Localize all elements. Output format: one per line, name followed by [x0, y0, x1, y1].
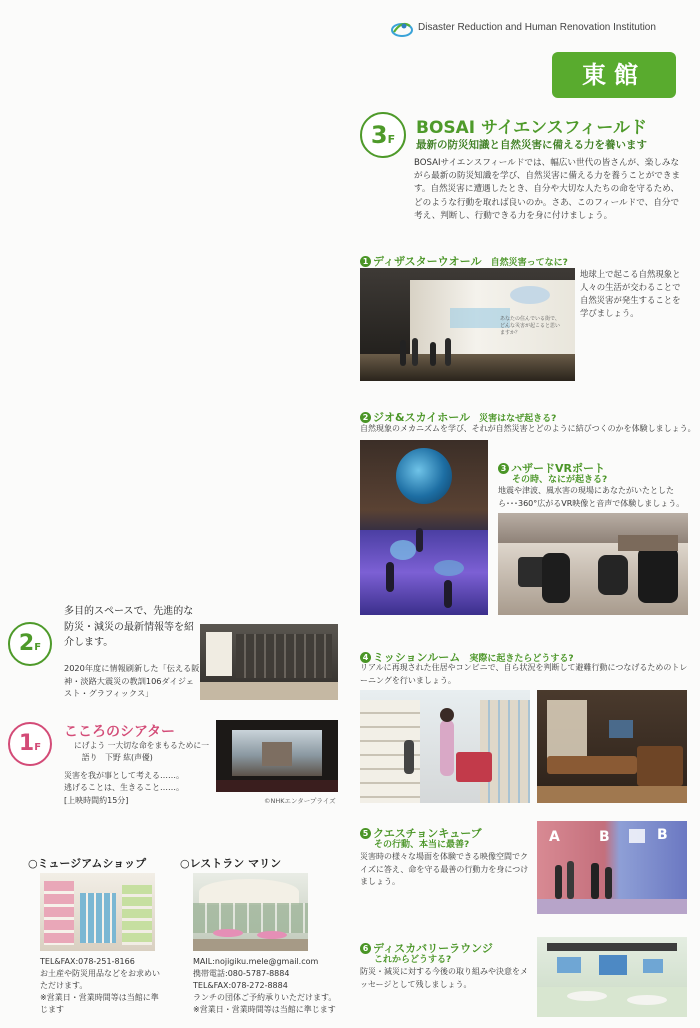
museum-shop-title: ○ミュージアムショップ — [28, 857, 147, 870]
number-2-icon: 2 — [360, 412, 371, 423]
floor-2-badge: 2F — [8, 622, 52, 666]
floor-2-description: 多目的スペースで、先進的な防災・減災の最新情報等を紹介します。 — [64, 606, 194, 648]
floor-1-description: 災害を我が事として考える……。 逃げることは、生きること……。 — [64, 771, 184, 792]
kokoro-theater-photo — [216, 720, 338, 792]
number-4-icon: 4 — [360, 652, 371, 663]
section-5-subtitle: その行動、本当に最善? — [374, 840, 470, 850]
restaurant-note: ※営業日・営業時間等は当館に準じます — [193, 1005, 336, 1014]
restaurant-mail[interactable]: MAIL:nojigiku.mele@gmail.com — [193, 957, 319, 966]
discovery-lounge-photo — [537, 937, 687, 1017]
mission-room-store-photo — [360, 690, 530, 803]
restaurant-title: ○レストラン マリン — [180, 857, 282, 870]
hazard-vr-photo — [498, 513, 688, 615]
number-3-icon: 3 — [498, 463, 509, 474]
wall-screen-text: あなたの住んでいる街で、どんな災害が起こると思いますか？ — [500, 316, 561, 336]
section-5-header: 5 クエスチョンキューブ — [360, 822, 482, 841]
floor-2-exhibit-photo — [200, 624, 338, 700]
museum-shop-photo — [40, 873, 155, 951]
question-cube-photo: A B B — [537, 821, 687, 914]
floor-3-badge: 3F — [360, 112, 406, 158]
restaurant-description: ランチの団体ご予約承りいただけます。 — [193, 993, 337, 1002]
section-6-header: 6 ディスカバリーラウンジ — [360, 937, 493, 956]
building-badge — [552, 52, 676, 98]
section-3-description: 地震や津波、風水害の現場にあなたがいたとしたら･･･360°広がるVR映像と音声で体験しましょう。 — [498, 486, 685, 508]
geo-sky-hall-photo — [360, 440, 488, 615]
building-label: 東館 — [582, 61, 646, 89]
section-6-subtitle: これからどうする? — [374, 955, 452, 965]
floor-3-title: BOSAI サイエンスフィールド — [416, 118, 647, 138]
institution-logo — [390, 18, 414, 38]
museum-shop-note: ※営業日・営業時間等は当館に準じます — [40, 993, 159, 1014]
floor-3-description: BOSAIサイエンスフィールドでは、幅広い世代の皆さんが、楽しみながら最新の防災知識を学び、自然災害に備える力を養うことができます。自然災害に遭遇したとき、自分や大切な人たちの命を守るため、どのような行動を取れば良いのか。さあ、このフィールドで、自分で考え、判断し、行動できる力を身に付けましょう。 — [414, 158, 681, 221]
section-5-description: 災害時の様々な場面を体験できる映像空間でクイズに答え、命を守る最善の行動力を身につけましょう。 — [360, 852, 529, 886]
number-6-icon: 6 — [360, 943, 371, 954]
institution-name: Disaster Reduction and Human Renovation Institution — [418, 22, 656, 33]
floor-2-note: 2020年度に情報刷新した「伝える阪神・淡路大震災の教訓106ダイジェスト・グラフィックス」 — [64, 663, 200, 698]
floor-1-duration: [上映時間約15分] — [64, 796, 129, 805]
section-6-description: 防災・減災に対する今後の取り組みや決意をメッセージとして残しましょう。 — [360, 967, 528, 989]
restaurant-photo — [193, 873, 308, 951]
floor-3-subtitle: 最新の防災知識と自然災害に備える力を養います — [416, 139, 647, 151]
theater-copyright: ©NHKエンタープライズ — [264, 797, 336, 805]
section-4-header: 4 ミッションルーム 実際に起きたらどうする? — [360, 646, 574, 665]
museum-shop-description: お土産や防災用品などをお求めいただけます。 — [40, 969, 160, 990]
floor-1-credits: にげよう 一大切な命をまもるために一 語り 下野 紘(声優) — [74, 741, 210, 762]
museum-shop-tel: TEL&FAX:078-251-8166 — [40, 957, 135, 966]
section-3-header: 3 ハザードVRポート — [498, 457, 605, 476]
number-5-icon: 5 — [360, 828, 371, 839]
restaurant-tel: TEL&FAX:078-272-8884 — [193, 981, 288, 990]
section-1-description: 地球上で起こる自然現象と人々の生活が交わることで自然災害が発生することを学びましょう。 — [580, 269, 681, 318]
number-1-icon: 1 — [360, 256, 371, 267]
mission-room-living-photo — [537, 690, 687, 803]
disaster-wall-photo — [360, 268, 575, 381]
section-2-header: 2 ジオ&スカイホール 災害はなぜ起きる? — [360, 406, 556, 425]
section-4-description: リアルに再現された住居やコンビニで、自ら状況を判断して避難行動につなげるためのトレーニングを行いましょう。 — [360, 663, 688, 685]
section-2-description: 自然現象のメカニズムを学び、それが自然災害とどのように結びつくのかを体験しましょう。 — [360, 424, 696, 433]
floor-1-badge: 1F — [8, 722, 52, 766]
section-3-subtitle: その時、なにが起きる? — [512, 475, 608, 485]
floor-1-title: こころのシアター — [64, 724, 176, 740]
restaurant-mobile: 携帯電話:080-5787-8884 — [193, 969, 290, 978]
section-1-header: 1 ディザスターウオール 自然災害ってなに? — [360, 250, 568, 269]
